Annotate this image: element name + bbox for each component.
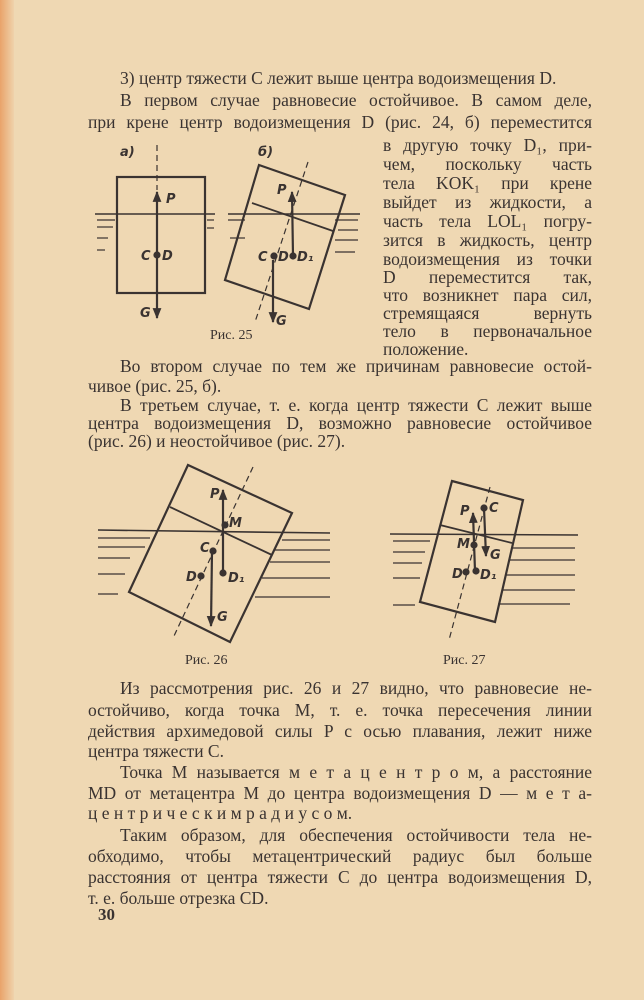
label-P: P (166, 192, 176, 207)
text-line: чивое (рис. 25, б). (88, 376, 222, 396)
label-C: C (489, 501, 499, 516)
text-line: тело в первоначальное (383, 321, 592, 341)
text-line: положение. (383, 339, 469, 359)
text-line: Из рассмотрения рис. 26 и 27 видно, что равновесие не- (120, 678, 592, 698)
label-P: P (460, 504, 470, 519)
label-D: D (278, 250, 289, 265)
label-G: G (217, 610, 228, 625)
text-line: центра водоизмещения D, возможно равновесие остойчивое (88, 413, 592, 433)
figure-25a (95, 145, 215, 318)
text-line: В третьем случае, т. е. когда центр тяжести C лежит выше (120, 395, 592, 415)
page-number: 30 (98, 905, 115, 924)
label-G: G (490, 548, 501, 563)
text-line: остойчиво, когда точка M, т. е. точка пересечения линии (88, 700, 592, 720)
text-line: действия архимедовой силы P с осью плавания, лежит ниже (88, 721, 592, 741)
fig25-sub-b: б) (258, 145, 274, 160)
text-line: В первом случае равновесие остойчивое. В самом деле, (120, 90, 592, 110)
label-P: P (210, 487, 220, 502)
text-line: 3) центр тяжести C лежит выше центра водоизмещения D. (120, 68, 557, 88)
text-line: зится в жидкость, центр (383, 230, 592, 250)
text-line: т. е. больше отрезка CD. (88, 888, 269, 908)
text-line: водоизмещения из точки (383, 249, 592, 269)
figure-25b (225, 162, 360, 322)
label-M: M (457, 537, 470, 552)
label-C: C (141, 249, 151, 264)
text-line: тела KOK₁ при крене (383, 173, 592, 193)
label-D1: D₁ (297, 250, 314, 265)
label-C: C (200, 541, 210, 556)
text-line: ц е н т р и ч е с к и м р а д и у с о м. (88, 803, 353, 823)
text-line: (рис. 26) и неостойчивое (рис. 27). (88, 431, 346, 451)
figure-27 (390, 481, 578, 640)
label-G: G (276, 314, 287, 329)
text-line: чем, поскольку часть (383, 154, 592, 174)
text-line: MD от метацентра M до центра водоизмещения D — м е т а- (88, 783, 592, 803)
fig26-caption: Рис. 26 (185, 653, 228, 668)
text-line: Точка M называется м е т а ц е н т р о м, а расстояние (120, 762, 592, 782)
label-D: D (162, 249, 173, 264)
text-line: D переместится так, (383, 267, 592, 287)
label-M: M (229, 516, 242, 531)
text-line: Во втором случае по тем же причинам равновесие остой- (120, 356, 592, 376)
text-line: стремящаяся вернуть (383, 303, 592, 323)
text-line: в другую точку D₁, при- (383, 135, 592, 155)
label-P: P (277, 183, 287, 198)
text-line: Таким образом, для обеспечения остойчивости тела не- (120, 825, 592, 845)
fig25-caption: Рис. 25 (210, 328, 253, 343)
label-D1: D₁ (480, 568, 497, 583)
text-line: расстояния от центра тяжести C до центра водоизмещения D, (88, 867, 592, 887)
fig27-caption: Рис. 27 (443, 653, 486, 668)
text-line: обходимо, чтобы метацентрический радиус был больше (88, 846, 592, 866)
fig25-sub-a: а) (120, 145, 135, 160)
text-line: часть тела LOL₁ погру- (383, 211, 592, 231)
text-line: при крене центр водоизмещения D (рис. 24, б) переместится (88, 112, 592, 132)
label-D: D (452, 567, 463, 582)
label-D: D (186, 570, 197, 585)
label-G: G (140, 306, 151, 321)
text-line: выйдет из жидкости, а (383, 192, 592, 212)
label-D1: D₁ (228, 571, 245, 586)
label-C: C (258, 250, 268, 265)
text-line: центра тяжести C. (88, 741, 224, 761)
text-line: что возникнет пара сил, (383, 285, 592, 305)
